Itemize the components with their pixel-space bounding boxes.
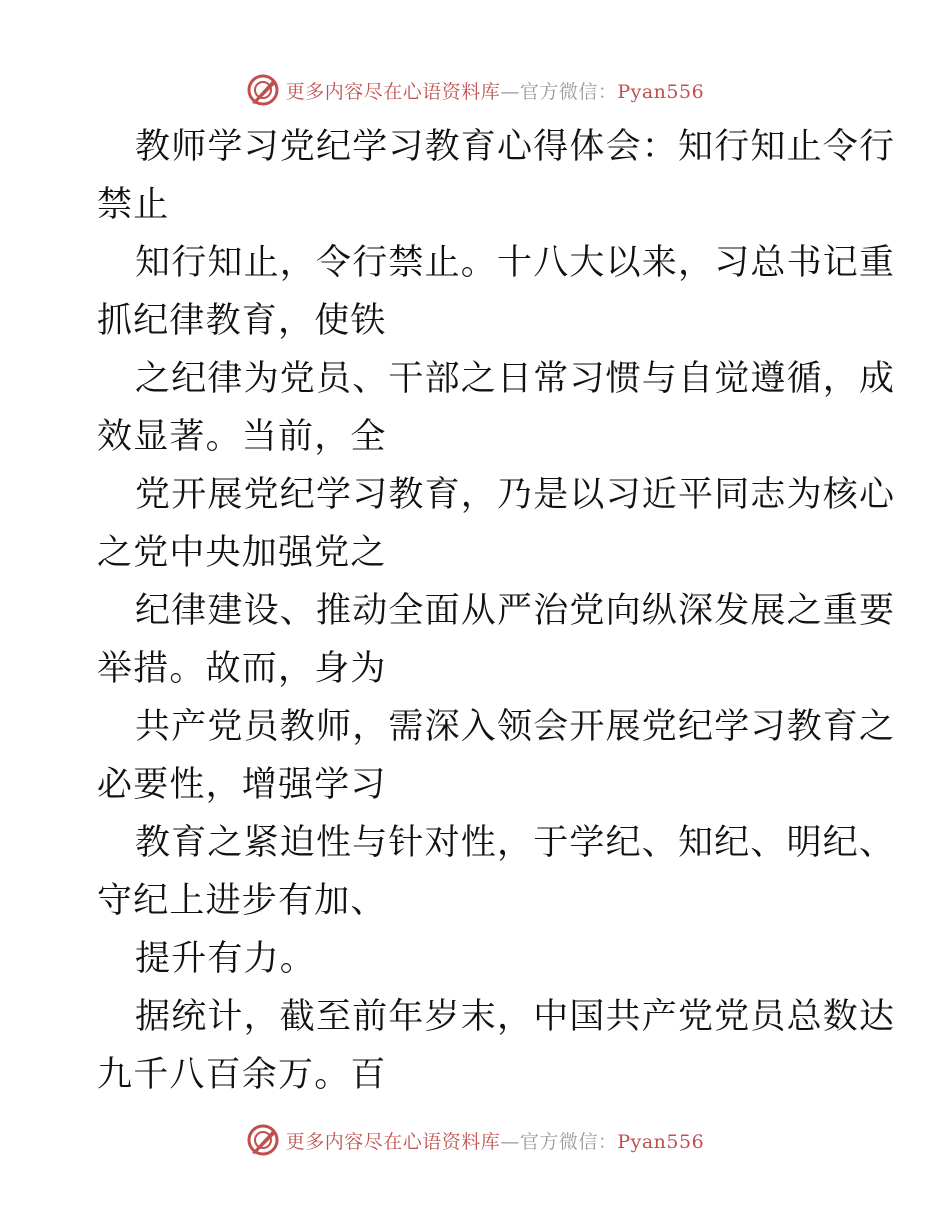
- text-line: 举措。故而，身为: [97, 649, 387, 689]
- pen-logo-icon: [246, 73, 280, 107]
- text-line: 知行知止，令行禁止。十八大以来，习总书记重: [135, 243, 896, 283]
- text-line: 九千八百余万。百: [97, 1055, 387, 1095]
- text-line: 之纪律为党员、干部之日常习惯与自觉遵循，成: [135, 359, 896, 399]
- text-line: 之党中央加强党之: [97, 533, 387, 573]
- footer-watermark: [0, 1120, 950, 1160]
- text-line: 教师学习党纪学习教育心得体会：知行知止令行: [135, 127, 896, 167]
- watermark-text: 更多内容尽在心语资料库—官方微信：Pyan556: [285, 80, 705, 103]
- text-line: 必要性，增强学习: [97, 765, 387, 805]
- document-body: [97, 118, 896, 1104]
- text-line: 党开展党纪学习教育，乃是以习近平同志为核心: [135, 475, 896, 515]
- text-line: 禁止: [97, 185, 170, 225]
- text-line: 教育之紧迫性与针对性，于学纪、知纪、明纪、: [135, 823, 896, 863]
- text-line: 共产党员教师，需深入领会开展党纪学习教育之: [135, 707, 896, 747]
- text-line: 效显著。当前，全: [97, 417, 387, 457]
- text-line: 据统计，截至前年岁末，中国共产党党员总数达: [135, 997, 896, 1037]
- pen-logo-icon: [246, 1123, 280, 1157]
- watermark-text: 更多内容尽在心语资料库—官方微信：Pyan556: [285, 1130, 705, 1153]
- text-line: 抓纪律教育，使铁: [97, 301, 387, 341]
- text-line: 提升有力。: [135, 939, 317, 979]
- text-line: 纪律建设、推动全面从严治党向纵深发展之重要: [135, 591, 896, 631]
- header-watermark: [0, 70, 950, 110]
- text-line: 守纪上进步有加、: [97, 881, 387, 921]
